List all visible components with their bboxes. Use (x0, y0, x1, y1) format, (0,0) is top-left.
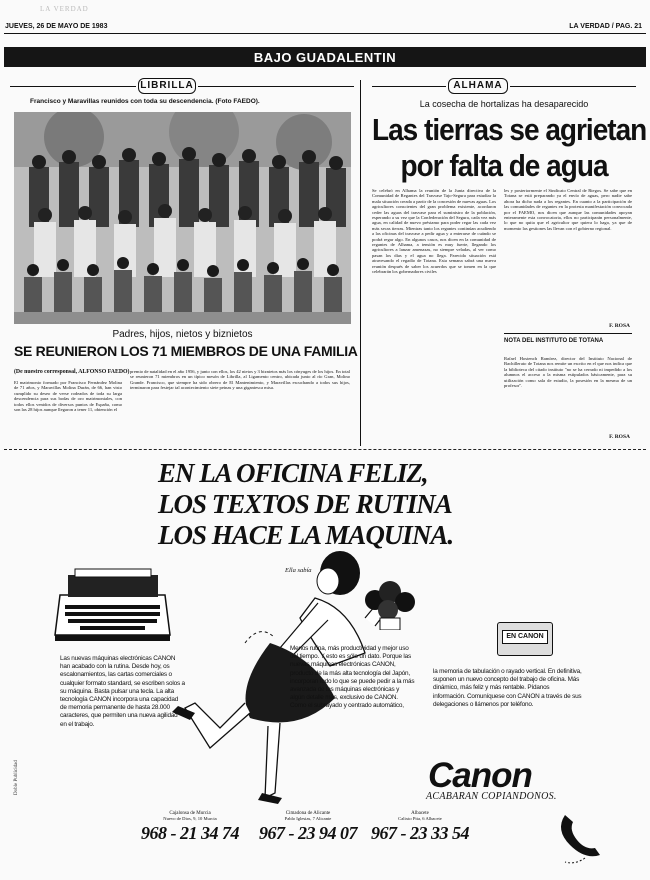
librilla-photo-caption: Francisco y Maravillas reunidos con toda su descendencia. (Foto FAEDO). (30, 98, 260, 105)
phone-city: Cajalonsa de Murcia (169, 811, 211, 816)
librilla-label: LIBRILLA (138, 78, 196, 94)
ad-headline-line-2: LOS TEXTOS DE RUTINA (158, 489, 452, 519)
librilla-byline: (De nuestro corresponsal, ALFONSO FAEDO) (14, 369, 130, 375)
librilla-headline: SE REUNIERON LOS 71 MIEMBROS DE UNA FAMILIA (14, 343, 358, 359)
alhama-note-body: Rafael Hostench Ramírez, director del Instituto Nacional de Bachillerato de Totana nos remite un escrito en el que nos indica que la biblioteca del citado instituto "no se ha cerrado ni impedido a los alumnos el acceso a la misma estipulados básicamente, para su utilización como sala de estudio, la posesión en la mesma de un profesor". (504, 356, 632, 389)
alhama-kicker: La cosecha de hortalizas ha desaparecido (419, 99, 589, 109)
alhama-sign-2: F. ROSA (609, 434, 630, 440)
alhama-column-1: Se celebró en Alhama la reunión de la Junta directiva de la Comunidad de Regantes del Trasvase Tajo-Segura para estudiar la mala situación creada a partir de la concesión de nuevas aguas. Los agricultores conscientes del gran problema existente, acordaron ceder las aguas del trasvase para el suministro de la población, esperando a su vez que la Confederación del Segura, cada vez más agua, en calidad de nuevo préstamo para poder regar las cada vez más secas tierras. Mientras tanto los regantes continúan acudiendo a las oficinas del trasvase a pedir agua y a enterarse de cuándo se podrá regar algo. En algunos casos, nos dicen en la comunidad de regantes de Alhama, a tensión es muy fuerte, llegando los agricultores a lanzar amenazas, no siempre veladas, al ver como pasan los días y el agua no llega. Parecida situación está atravesando el regadío de Totana. Esta semana sabrá una nueva reunión después de saber los acuerdos que se tomen en la que celebrarán los gobernadores civiles (372, 188, 496, 275)
ad-column-2: Menos rutina, más productividad y mejor uso del tiempo. Y esto es sólo un dato. Porque las nuevas máquinas electrónicas CANON, producto de la más alta tecnología del Japón, incorporan todo lo que se puede pedir a la más avanzada de las máquinas electrónicas y algún detalle más, exclusivo de CANON. Como el subrayado y centrado automático, (290, 645, 415, 710)
telephone-icon (555, 810, 605, 870)
librilla-kicker: Padres, hijos, nietos y biznietos (112, 329, 253, 340)
alhama-sign-1: F. ROSA (609, 323, 630, 329)
phone-city: Albacete (411, 811, 429, 816)
section-banner-label: BAJO GUADALENTIN (253, 50, 397, 65)
librilla-column-1: El matrimonio formado por Francisco Fernández Molina de 71 años, y Maravillas Molina Durán, de 66, han visto cumplido su deseo de verse rodeados de toda su larga descendencia para sus bodas de oro matrimoniales, con todos ellos venidos de diversos puntos de España, como son las 28 hijos aunque llegaron a tener 11, obtención el (14, 380, 122, 413)
ad-headline-line-3: LOS HACE LA MAQUINA. (158, 520, 454, 550)
ad-ella-label: Ella sabía (285, 567, 312, 574)
alhama-label: ALHAMA (448, 78, 508, 94)
masthead-faint: LA VERDAD (40, 5, 89, 13)
ad-column-1: Las nuevas máquinas electrónicas CANON han acabado con la rutina. Desde hoy, os escalonamientos, las cartas comerciales o cualquier formato standard, se escriben solos a su máquina. Basta pulsar una tecla. La alta tecnología CANON incorpora una capacidad de memoria permanente de hasta 28.000 caracteres, que permiten una nueva agilidad en el trabajo. (60, 655, 185, 728)
ad-slogan: ACABARAN COPIANDONOS. (426, 791, 557, 802)
alhama-note-title: NOTA DEL INSTITUTO DE TOTANA (504, 338, 604, 344)
phone-address: Calixto Pita, 6 Albacete (398, 816, 442, 821)
alhama-headline-line-2: por falta de agua (400, 148, 608, 183)
alhama-column-2: les y posteriormente el Sindicato Central de Riegos. Se sabe que en Totana se está preparando ya el envío de aguas, pero nadie sabe ahora ha dicho nada a los regantes. En cuanto a la participación de las comunidades de regantes en la protesta manifestación convocada por el FAEMO, nos dicen que aunque las comunidades apoyan enteramente esta convocatoria, ellos no participarán personalmente, lo que no quita que el agricultor que quiera lo haga, ya que de momento las gestiones las llevan con el gobierno regional. (504, 188, 632, 231)
phone-number: 967 - 23 94 07 (259, 823, 357, 843)
phone-block-albacete (360, 811, 480, 844)
phone-address: Nuevo de Dios, 9, 10 Murcia (163, 816, 217, 821)
phone-city: Cimadona de Alicante (285, 811, 331, 816)
phone-number: 968 - 21 34 74 (141, 823, 239, 843)
alhama-headline-line-1: Las tierras se agrietan (372, 112, 647, 147)
phone-number: 967 - 23 33 54 (371, 823, 469, 843)
phone-block-alicante (248, 811, 368, 844)
phone-block-murcia (130, 811, 250, 844)
section-cut-line (4, 449, 646, 450)
ad-door-sign-label: EN CANON (502, 630, 548, 644)
masthead-page: LA VERDAD / PAG. 21 (569, 23, 642, 30)
librilla-column-2: premio de natalidad en el año 1956, y junto con ellos, los 42 nietos y 3 biznietos más los cónyuges de los hijos. En total se reunieron 71 miembros en un típico mesón de Librilla, al Ligamento centro, ubicada junto al río Gran, Molino Grande. Francisco, que siempre ha sido obrero de El Mantenimiento, y Maravillas escuchando a todos sus hijos, terminaron para festejar tal acontecimiento siete peinas y una gigantesca misa. (130, 369, 350, 391)
phone-address: Pablo Iglesias, 7 Alicante (284, 816, 332, 821)
family-photo (14, 112, 351, 324)
ad-column-3: la memoria de tabulación o rayado vertical. En definitiva, suponen un nuevo concepto del trabajo de oficina. Más dinámico, más feliz y más rentable. Pídanos información. Comuníquese con CANON a través de sus delegaciones o llámenos por teléfono. (433, 668, 582, 708)
ad-door-sign (497, 622, 553, 656)
plant-illustration (360, 580, 420, 630)
masthead-date: JUEVES, 26 DE MAYO DE 1983 (5, 23, 108, 30)
family-photo-illustration (14, 112, 351, 324)
canon-logo: Canon (428, 756, 532, 795)
ad-headline-line-1: EN LA OFICINA FELIZ, (158, 458, 428, 488)
ad-side-code: Doble Publicidad (14, 760, 19, 795)
